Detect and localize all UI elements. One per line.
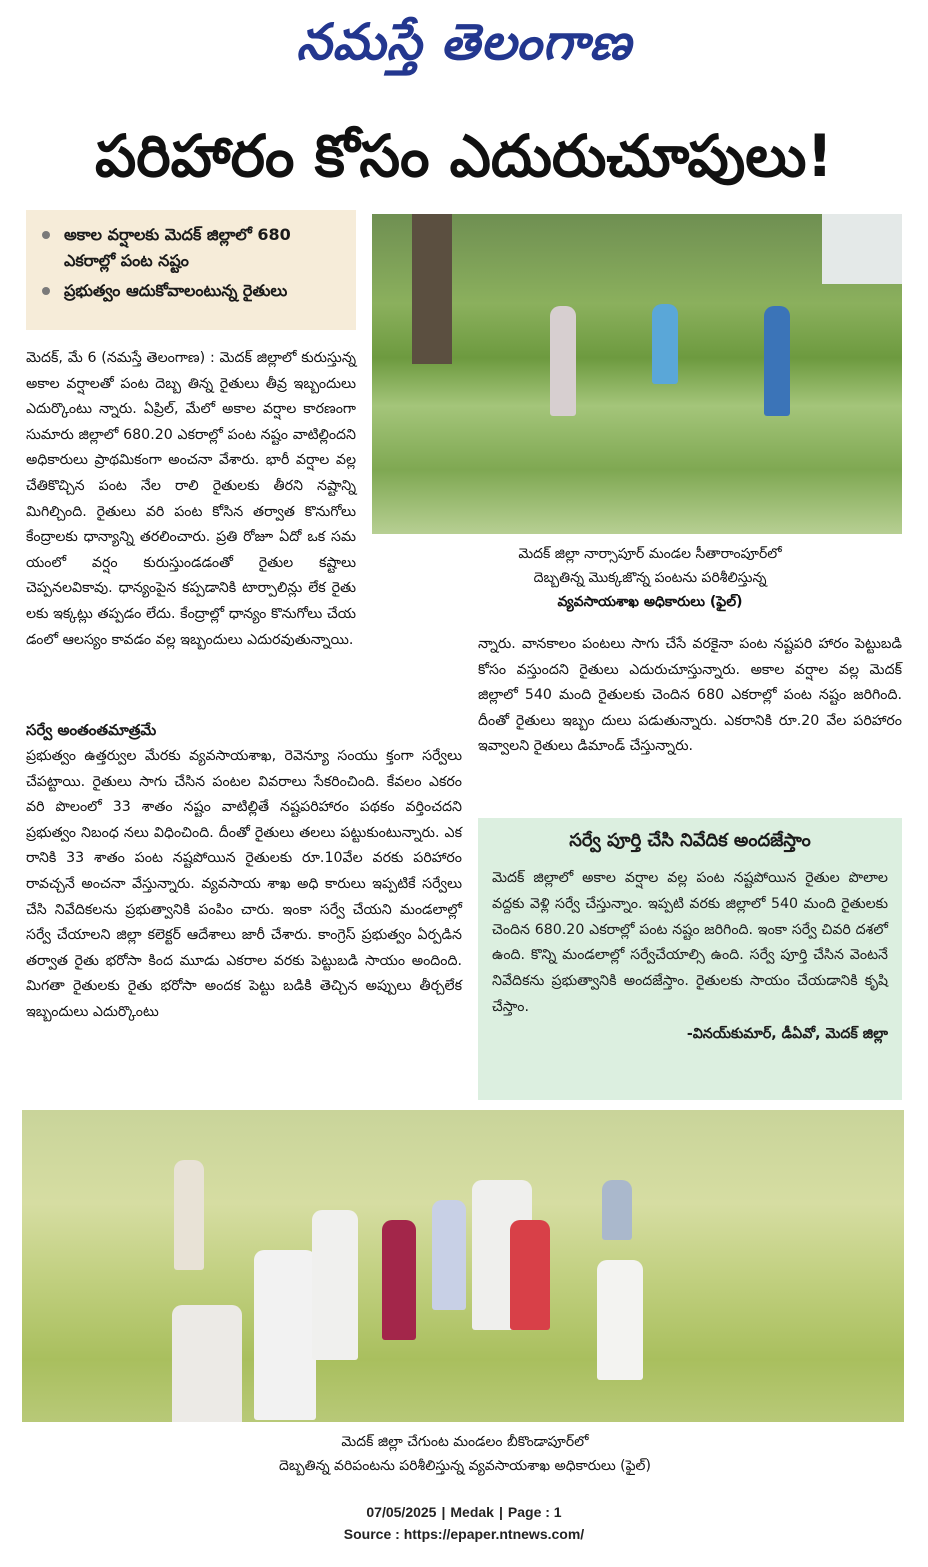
caption-line: వ్యవసాయశాఖ అధికారులు (ఫైల్) [557,594,743,610]
headline: పరిహారం కోసం ఎదురుచూపులు! [95,122,833,190]
photo-person [432,1200,466,1310]
photo-person [312,1210,358,1360]
article-paragraph-3: న్నారు. వానకాలం పంటలు సాగు చేసే వరకైనా పంట నష్టపరి హారం పెట్టుబడి కోసం వస్తుందని రైతులు ఎదురుచూస్తున్నారు. అకాల వర్షాల వల్ల మెదక్ జిల్లాలో 540 మంది రైతులకు చెందిన 680 ఎకరాల్లో పంట నష్టం జరిగింది. దీంతో రైతులు ఇబ్బం దులు పడుతున్నారు. ఎకరానికి రూ.20 వేల పరిహారం ఇవ్వాలని రైతులు డిమాండ్ చేస్తున్నారు. [478,636,902,755]
photo-person [174,1160,204,1270]
official-quote-box [478,818,902,1100]
photo-person [764,306,790,416]
article-paragraph-2: ప్రభుత్వం ఉత్తర్వుల మేరకు వ్యవసాయశాఖ, రెవెన్యూ సంయు క్తంగా సర్వేలు చేపట్టాయి. రైతులు సాగు చేసిన పంటల వివరాలు సేకరించింది. కేవలం ఎకరం వరి పొలంలో 33 శాతం నష్టం వాటిల్లితే నష్టపరిహారం పథకం వర్తించదని ప్రభుత్వం నిబంధ నలు విధించింది. దీంతో రైతులు తలలు పట్టుకుంటున్నారు. ఎక రానికి 33 శాతం పంట నష్టపోయిన రైతులకు రూ.10వేల వరకు పరిహారం రావచ్చనే అంచనా వేస్తున్నారు. వ్యవసాయ శాఖ అధి కారులు ఇప్పటికే సర్వేలు చేసి నివేదికలను ప్రభుత్వానికి పంపిం చారు. ఇంకా సర్వే చేయని మండలాల్లో సర్వే చేయాలని జిల్లా కలెక్టర్ ఆదేశాలు జారీ చేశారు. కాంగ్రెస్ ప్రభుత్వం ఏర్పడిన తర్వాత రైతు భరోసా కింద మూడు ఎకరాల వరకు పెట్టుబడి సాయం అందింది. మిగతా రైతులకు రైతు భరోసా అందక పెట్టు బడికి తెచ్చిన అప్పులు తీర్చలేక ఇబ్బందులు ఎదుర్కొంటు [26,748,462,1020]
photo-person [172,1305,242,1422]
footer-edition: Medak [450,1504,494,1520]
photo-caption-2 [160,1430,770,1478]
highlights-box [26,210,356,330]
footer-date: 07/05/2025 [366,1504,437,1520]
highlight-item [36,222,346,274]
photo-person [597,1260,643,1380]
quote-signature: -వినయ్‌కుమార్, డీఏవో, మెదక్ జిల్లా [686,1025,888,1042]
caption-line: దెబ్బతిన్న మొక్కజొన్న పంటను పరిశీలిస్తున్న [533,570,767,586]
photo-person [382,1220,416,1340]
footer-source: Source : https://epaper.ntnews.com/ [343,1526,585,1542]
highlight-text: అకాల వర్షాలకు మెదక్ జిల్లాలో 680 ఎకరాల్లో పంట నష్టం [64,225,291,270]
photo-person [652,304,678,384]
highlight-text: ప్రభుత్వం ఆదుకోవాలంటున్న రైతులు [64,281,288,300]
photo-person [602,1180,632,1240]
caption-line: దెబ్బతిన్న వరిపంటను పరిశీలిస్తున్న వ్యవసాయశాఖ అధికారులు (ఫైల్) [279,1458,651,1474]
caption-line: మెదక్ జిల్లా చేగుంట మండలం బీకొండాపూర్‌లో [341,1434,589,1450]
photo-maize-field [372,214,902,534]
photo-caption-1 [450,542,850,614]
quote-title: సర్వే పూర్తి చేసి నివేదిక అందజేస్తాం [569,830,811,851]
photo-tree-trunk [412,214,452,364]
photo-paddy-field [22,1110,904,1422]
footer-page: Page : 1 [507,1504,562,1520]
bullet-icon [42,231,50,239]
photo-person [510,1220,550,1330]
masthead-logo: నమస్తే తెలంగాణ [296,13,632,71]
footer-meta: 07/05/2025 | Medak | Page : 1 [366,1504,562,1520]
article-subhead: సర్వే అంతంతమాత్రమే [26,721,157,739]
photo-person [254,1250,316,1420]
photo-person [550,306,576,416]
caption-line: మెదక్ జిల్లా నార్సాపూర్ మండల సీతారాంపూర్‌లో [518,546,782,562]
highlight-item [36,278,346,304]
bullet-icon [42,287,50,295]
photo-sky [822,214,902,284]
quote-body: మెదక్ జిల్లాలో అకాల వర్షాల వల్ల పంట నష్టపోయిన రైతుల పొలాల వద్దకు వెళ్లి సర్వే చేస్తున్నాం. ఇప్పటి వరకు జిల్లాలో 540 మంది రైతులకు చెందిన 680.20 ఎకరాల్లో పంట నష్టం జరిగింది. ఇంకా సర్వే చివరి దశలో ఉంది. కొన్ని మండలాల్లో సర్వేచేయాల్సి ఉంది. సర్వే పూర్తి చేసిన వెంటనే నివేదికను ప్రభుత్వానికి అందజేస్తాం. రైతులకు సాయం చేయడానికి కృషి చేస్తాం. [492,870,888,1015]
article-paragraph-1: మెదక్, మే 6 (నమస్తే తెలంగాణ) : మెదక్ జిల్లాలో కురుస్తున్న అకాల వర్షాలతో పంట దెబ్బ తిన్న రైతులు తీవ్ర ఇబ్బందులు ఎదుర్కొంటు న్నారు. ఏప్రిల్, మేలో అకాల వర్షాల కారణంగా సుమారు జిల్లాలో 680.20 ఎకరాల్లో పంట నష్టం వాటిల్లిందని అధికారులు ప్రాథమికంగా అంచనా వేశారు. భారీ వర్షాల వల్ల చేతికొచ్చిన పంట నేల రాలి రైతులకు తీరని నష్టాన్ని మిగిల్చింది. రైతులు వరి పంట కోసిన తర్వాత కొనుగోలు కేంద్రాలకు ధాన్యాన్ని తరలించారు. ప్రతి రోజూ ఏదో ఒక సమ యంలో వర్షం కురుస్తుండడంతో రైతుల కష్టాలు చెప్పనలవికావు. ధాన్యంపైన కప్పడానికి టార్పాలిన్లు లేక రైతు లకు ఇక్కట్లు తప్పడం లేదు. కేంద్రాల్లో ధాన్యం కొనుగోలు చేయ డంలో ఆలస్యం కావడం వల్ల ఇబ్బందులు ఎదురవుతున్నాయి. [26,350,356,648]
